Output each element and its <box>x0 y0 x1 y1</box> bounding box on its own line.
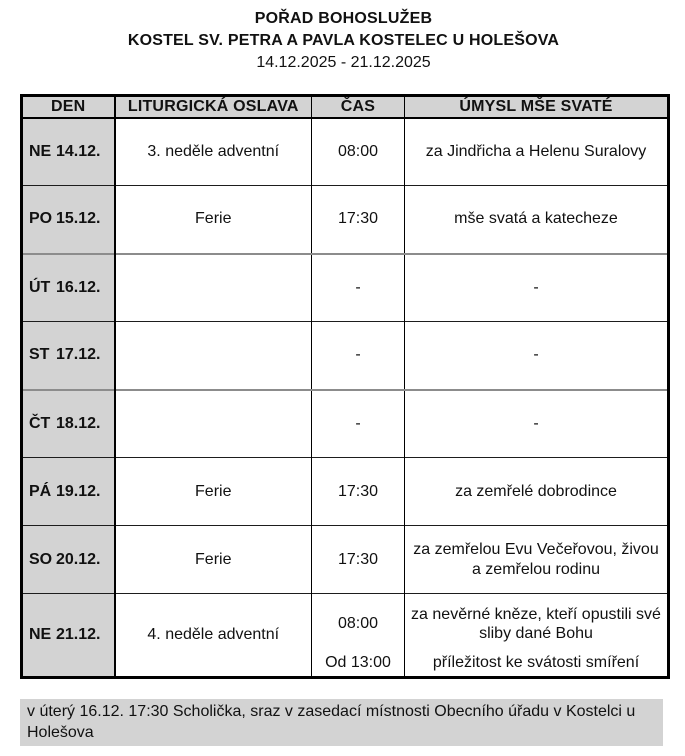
celebration-cell: Ferie <box>115 458 312 526</box>
column-header-den: DEN <box>22 96 115 118</box>
table-row <box>22 526 669 594</box>
time-cell: - <box>312 254 405 322</box>
day-abbrev: PO <box>29 210 53 228</box>
table-row <box>22 254 669 322</box>
day-date: 15.12. <box>56 210 101 228</box>
day-abbrev: ST <box>29 346 50 364</box>
day-cell <box>22 594 115 678</box>
footer-note: v úterý 16.12. 17:30 Scholička, sraz v zasedací místnosti Obecního úřadu v Kostelci u Holešova <box>20 699 663 746</box>
day-date: 20.12. <box>56 550 101 568</box>
day-abbrev: SO <box>29 550 53 568</box>
day-date: 14.12. <box>56 142 101 160</box>
celebration-cell <box>115 254 312 322</box>
day-date: 21.12. <box>56 626 101 644</box>
day-date: 18.12. <box>56 414 101 432</box>
date-range: 14.12.2025 - 21.12.2025 <box>256 54 431 71</box>
celebration-cell: 4. neděle adventní <box>115 594 312 678</box>
day-cell <box>22 322 115 390</box>
day-cell <box>22 526 115 594</box>
intention-cell: - <box>405 322 669 390</box>
day-abbrev: ČT <box>29 414 51 432</box>
day-cell <box>22 118 115 186</box>
celebration-cell: Ferie <box>115 186 312 254</box>
day-abbrev: NE <box>29 626 52 644</box>
intention-cell: za zemřelé dobrodince <box>405 458 669 526</box>
time-cell: 08:00 <box>312 118 405 186</box>
day-cell <box>22 254 115 322</box>
time-cell: 17:30 <box>312 458 405 526</box>
column-header-umysl-mse-svate: ÚMYSL MŠE SVATÉ <box>405 96 669 118</box>
celebration-cell <box>115 322 312 390</box>
day-cell <box>22 186 115 254</box>
table-row <box>22 594 669 678</box>
day-cell <box>22 458 115 526</box>
intention-slot-1: za nevěrné kněze, kteří opustili své sliby dané Bohu <box>411 605 661 643</box>
day-date: 17.12. <box>56 346 101 364</box>
day-date: 19.12. <box>56 482 101 500</box>
page-subtitle: KOSTEL SV. PETRA A PAVLA KOSTELEC U HOLEŠOVA <box>127 32 560 49</box>
intention-cell: mše svatá a katecheze <box>405 186 669 254</box>
day-cell <box>22 390 115 458</box>
table-row <box>22 322 669 390</box>
intention-slot-2: příležitost ke svátosti smíření <box>432 654 640 672</box>
table-row <box>22 186 669 254</box>
column-header-cas: ČAS <box>312 96 405 118</box>
celebration-cell <box>115 390 312 458</box>
time-slot-2: Od 13:00 <box>325 654 391 672</box>
day-date: 16.12. <box>56 278 101 296</box>
celebration-cell: Ferie <box>115 526 312 594</box>
title-block <box>20 8 667 73</box>
intention-cell: - <box>405 390 669 458</box>
schedule-table <box>20 94 670 679</box>
table-row <box>22 458 669 526</box>
table-row <box>22 118 669 186</box>
time-cell: 17:30 <box>312 186 405 254</box>
intention-cell: za Jindřicha a Helenu Suralovy <box>405 118 669 186</box>
time-cell: 17:30 <box>312 526 405 594</box>
day-abbrev: PÁ <box>29 482 52 500</box>
day-abbrev: ÚT <box>29 278 51 296</box>
time-cell: - <box>312 322 405 390</box>
table-row <box>22 390 669 458</box>
intention-cell: - <box>405 254 669 322</box>
celebration-cell: 3. neděle adventní <box>115 118 312 186</box>
column-header-liturgicka-oslava: LITURGICKÁ OSLAVA <box>115 96 312 118</box>
intention-cell <box>405 594 669 678</box>
intention-cell: za zemřelou Evu Večeřovou, živou a zemřelou rodinu <box>405 526 669 594</box>
day-abbrev: NE <box>29 142 52 160</box>
table-header-row <box>22 96 669 118</box>
time-cell: - <box>312 390 405 458</box>
page-title: POŘAD BOHOSLUŽEB <box>254 10 433 27</box>
time-cell <box>312 594 405 678</box>
time-slot-1: 08:00 <box>337 615 379 633</box>
